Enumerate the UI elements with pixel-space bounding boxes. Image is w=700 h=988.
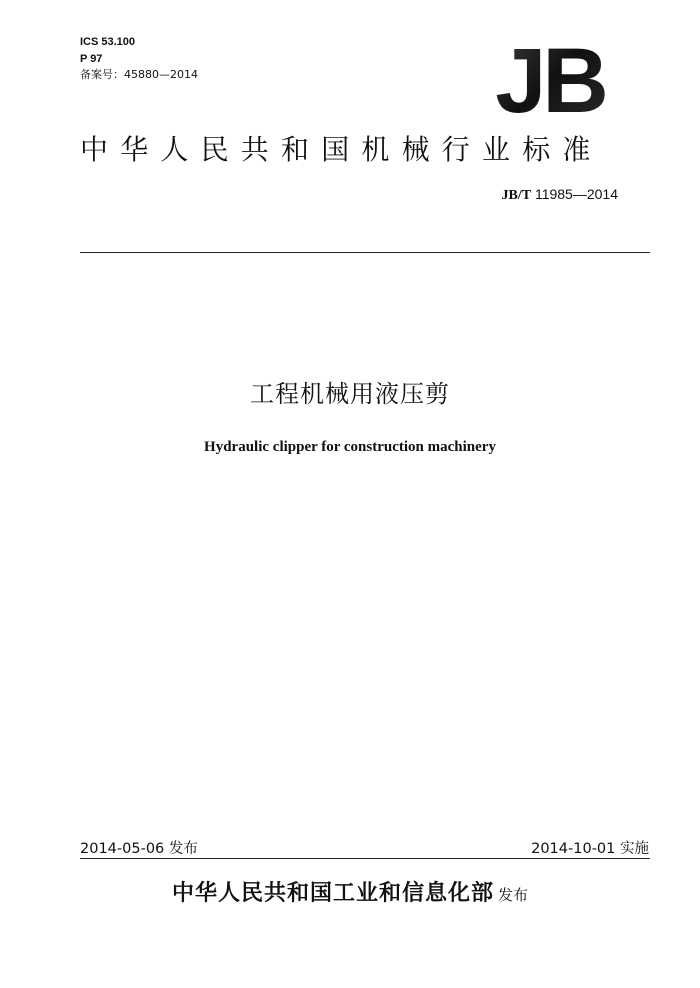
standard-category-title: 中华人民共和国机械行业标准 [80, 133, 603, 166]
classification-code: P 97 [80, 52, 103, 65]
bottom-divider [80, 858, 650, 859]
document-title-english: Hydraulic clipper for construction machinery [204, 439, 496, 455]
standard-number [501, 186, 618, 204]
top-divider [80, 252, 650, 253]
jb-logo-graphic [486, 42, 614, 116]
ics-code: ICS 53.100 [80, 36, 136, 48]
release-date: 2014-05-06 发布 [80, 841, 198, 857]
standard-number-prefix: JB/T [501, 188, 532, 203]
implementation-date: 2014-10-01 实施 [531, 841, 649, 857]
standard-number-value: 11985—2014 [531, 186, 618, 202]
issuer-line [0, 876, 700, 907]
issuer-organization: 中华人民共和国工业和信息化部 [171, 881, 494, 906]
issuer-action: 发布 [498, 886, 529, 904]
jb-logo [486, 42, 614, 116]
filing-number: 备案号：45880—2014 [80, 68, 198, 81]
document-title-chinese: 工程机械用液压剪 [250, 380, 450, 408]
logo-text: JB [495, 42, 605, 116]
metadata-block [80, 34, 198, 84]
